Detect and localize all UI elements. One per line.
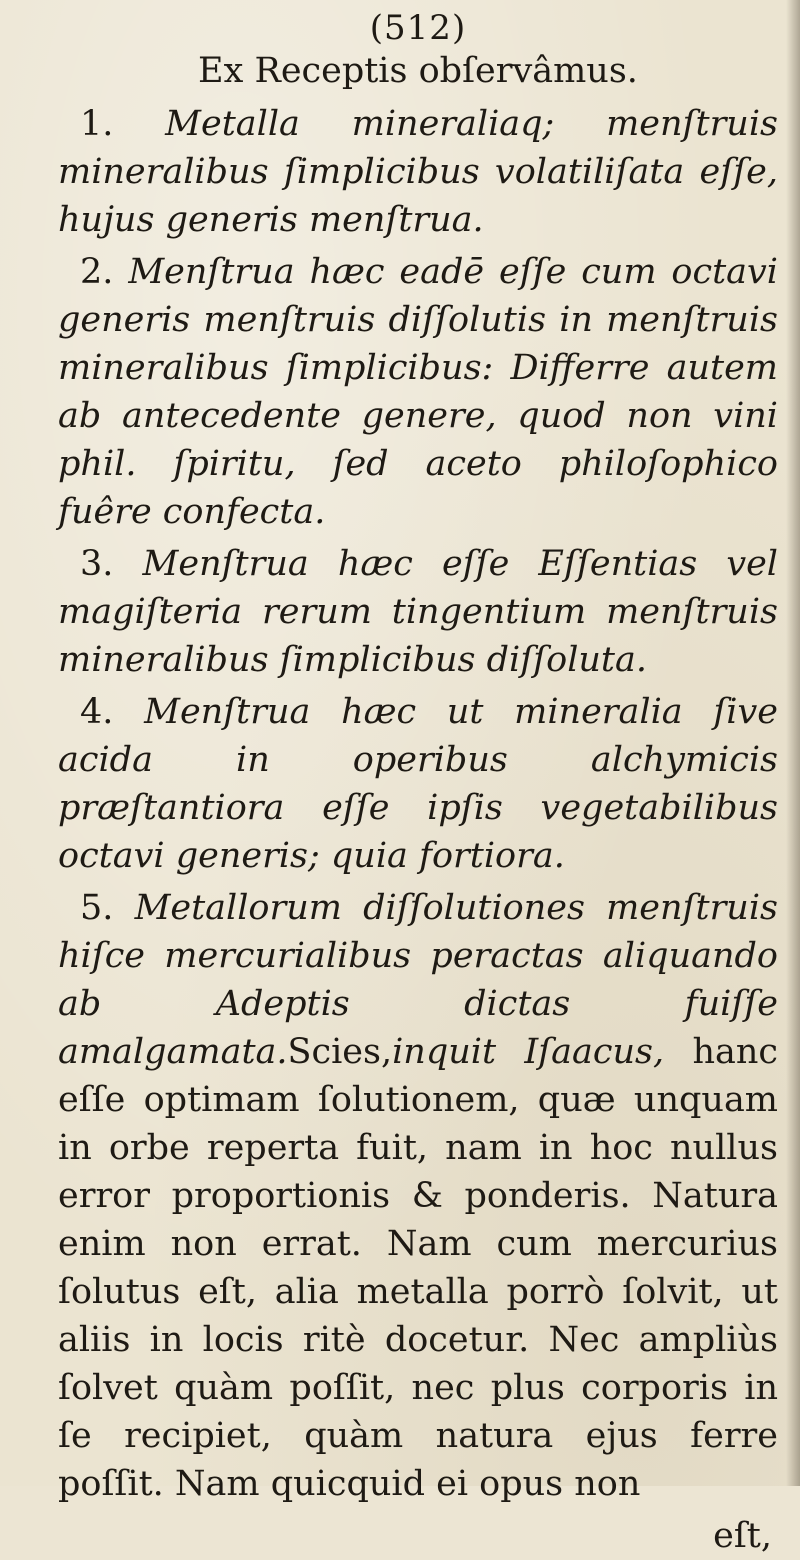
catchword: eſt,	[713, 1516, 772, 1556]
quote-attribution: inquit Iſaacus,	[392, 1032, 665, 1072]
item-number: 4.	[80, 692, 114, 732]
numbered-item-1	[58, 100, 778, 244]
item-number: 1.	[80, 104, 114, 144]
numbered-item-5	[58, 884, 778, 1508]
item-text: Menſtrua hæc eadē eſſe cum octavi generis menſtruis diſſolutis in menſtruis mineralibus ſimplicibus: Differre autem ab antecedente genere, quod non vini phil. ſpiritu, ſed aceto philoſophico fuêre confecta.	[58, 252, 778, 532]
page-edge-shadow	[786, 0, 800, 1486]
item-number: 3.	[80, 544, 114, 584]
item-number: 5.	[80, 888, 114, 928]
numbered-item-2	[58, 248, 778, 536]
item-number: 2.	[80, 252, 114, 292]
item-text: Menſtrua hæc eſſe Eſſentias vel magiſteria rerum tingentium menſtruis mineralibus ſimplicibus diſſoluta.	[58, 544, 778, 680]
item-text: Metallorum diſſolutiones menſtruis hiſce mercurialibus peractas aliquando ab Adeptis dictas fuiſſe amalgamata.	[58, 888, 778, 1072]
item-text: Metalla mineraliaq; menſtruis mineralibus ſimplicibus volatiliſata eſſe, hujus generis menſtrua.	[58, 104, 778, 240]
numbered-item-3	[58, 540, 778, 684]
numbered-item-4	[58, 688, 778, 880]
quote-lead: Scies,	[287, 1032, 393, 1072]
section-heading: Ex Receptis obſervâmus.	[198, 51, 638, 91]
quoted-passage: hanc eſſe optimam ſolutionem, quæ unquam in orbe reperta fuit, nam in hoc nullus error proportionis & ponderis. Natura enim non errat. Nam cum mercurius ſolutus eſt, alia metalla porrò ſolvit, ut aliis in locis ritè docetur. Nec ampliùs ſolvet quàm poſſit, nec plus corporis in ſe recipiet, quàm natura ejus ferre poſſit. Nam quicquid ei opus non	[58, 1032, 778, 1504]
item-text: Menſtrua hæc ut mineralia ſive acida in operibus alchymicis præſtantiora eſſe ipſis vegetabilibus octavi generis; quia fortiora.	[58, 692, 778, 876]
page-number: (512)	[369, 8, 467, 48]
